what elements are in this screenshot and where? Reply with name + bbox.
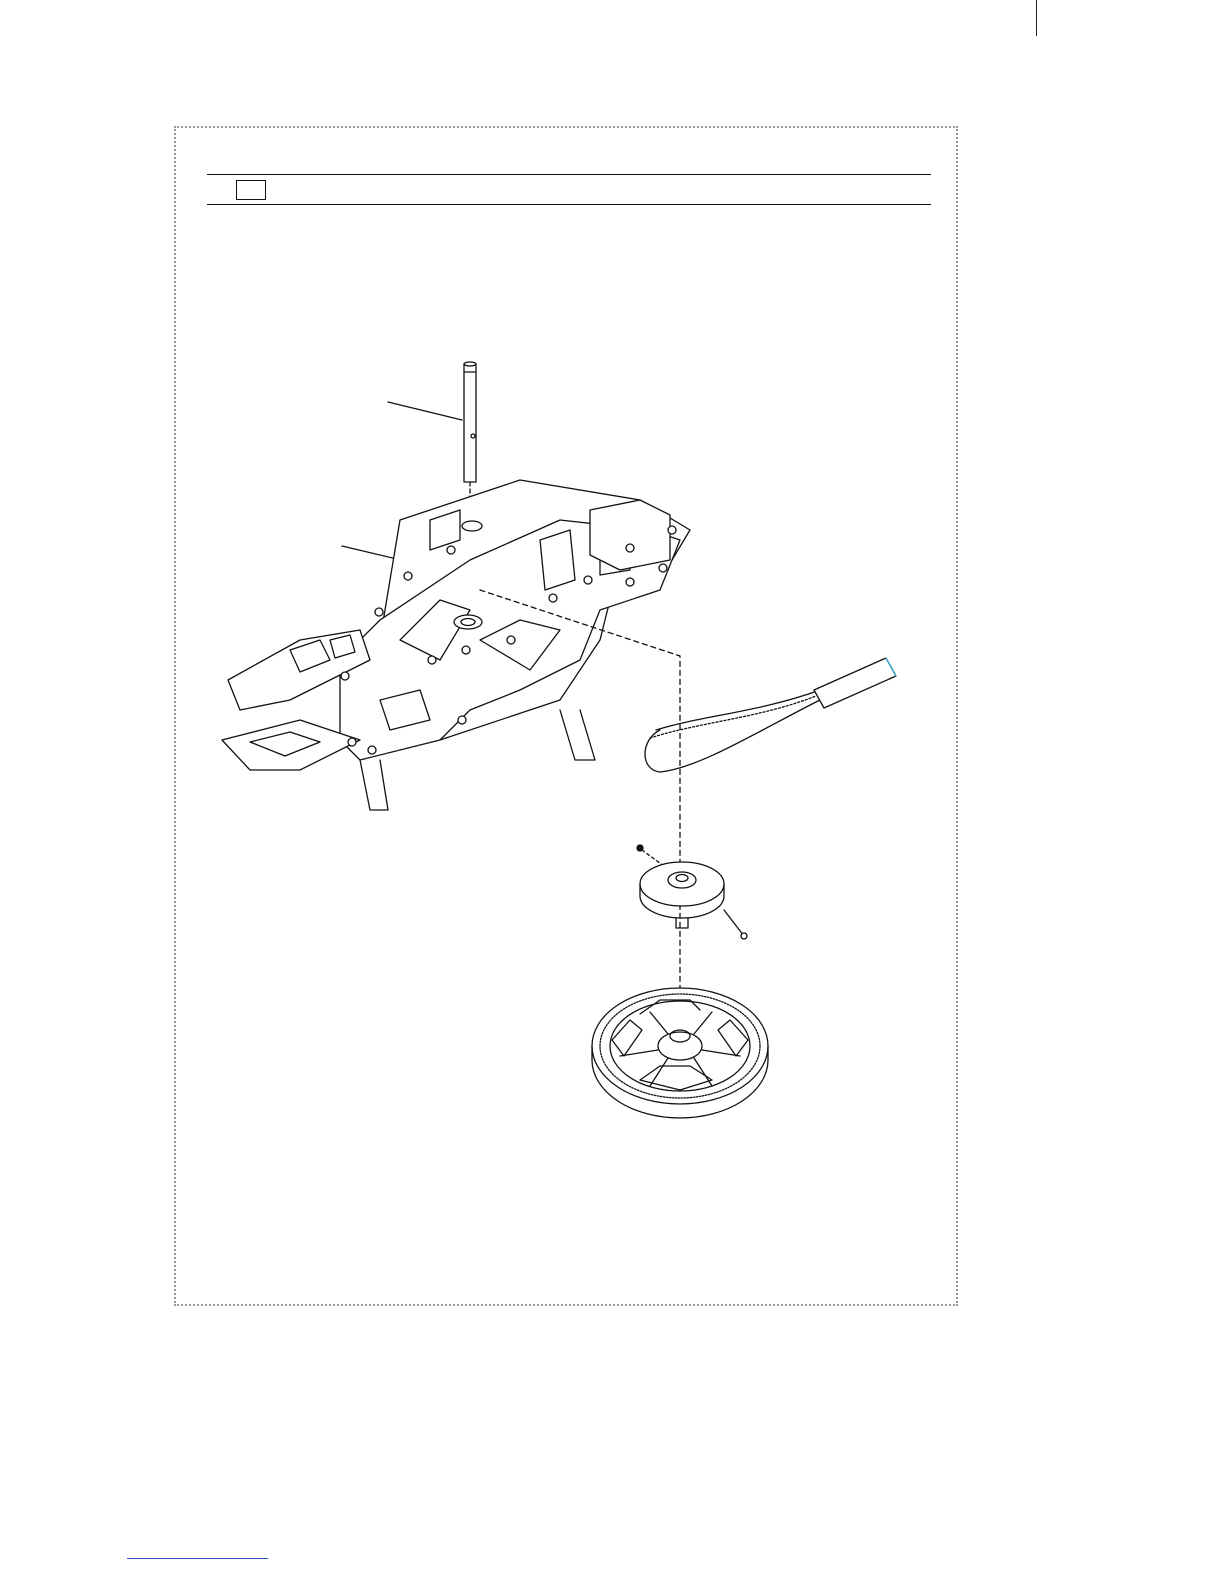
front-tail-drive-pulley (637, 845, 747, 939)
main-gear (592, 988, 768, 1118)
tail-drive-belt (645, 658, 896, 772)
main-frame (222, 480, 690, 810)
main-shaft-leader-line (388, 402, 462, 420)
bottom-footer-line (127, 1558, 268, 1559)
